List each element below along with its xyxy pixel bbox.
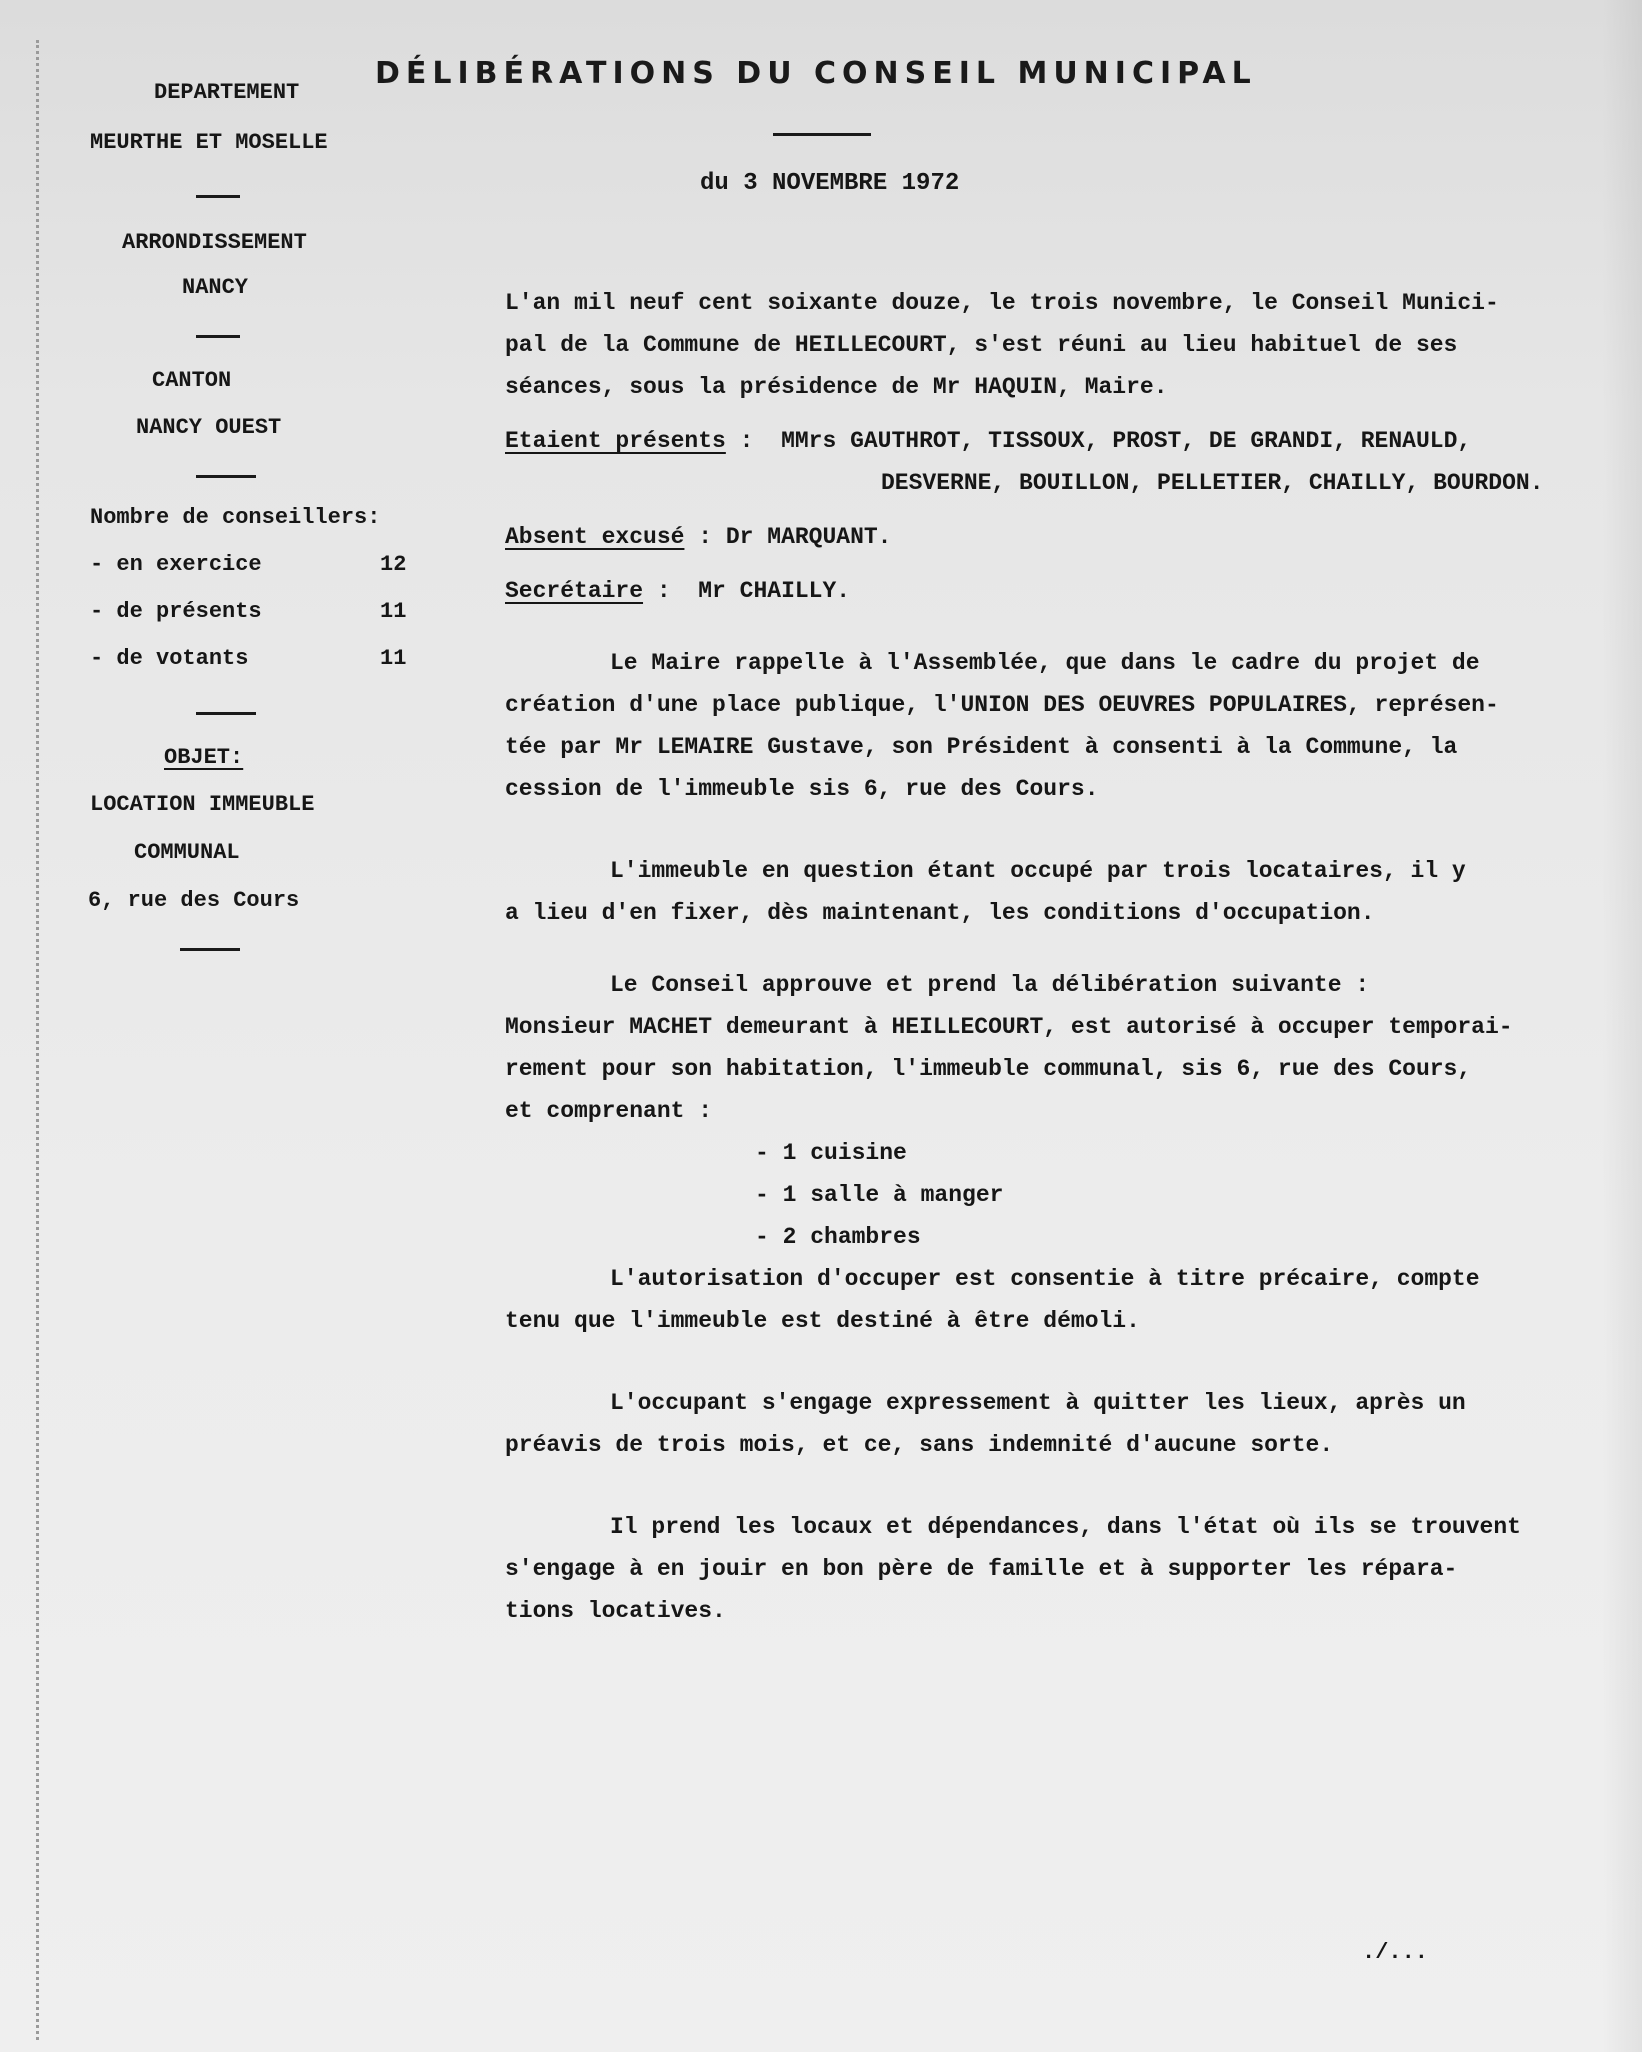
para4-line: tenu que l'immeuble est destiné à être démoli. — [505, 1308, 1140, 1334]
intro-line: L'an mil neuf cent soixante douze, le trois novembre, le Conseil Munici- — [505, 290, 1499, 316]
objet-line: LOCATION IMMEUBLE — [90, 792, 315, 817]
para6-line: Il prend les locaux et dépendances, dans l'état où ils se trouvent — [610, 1514, 1521, 1540]
count-label: - en exercice — [90, 552, 262, 577]
canton-label: CANTON — [152, 368, 232, 393]
room-item: - 1 cuisine — [755, 1140, 907, 1166]
count-label: - de votants — [90, 646, 249, 671]
objet-line: 6, rue des Cours — [88, 888, 300, 913]
title-divider — [773, 133, 871, 136]
count-row — [90, 646, 410, 671]
secretaire-label: Secrétaire — [505, 578, 644, 604]
counts-title: Nombre de conseillers: — [90, 505, 381, 530]
room-item: - 2 chambres — [755, 1224, 921, 1250]
sidebar-divider — [196, 712, 256, 715]
count-label: - de présents — [90, 599, 262, 624]
para6-line: s'engage à en jouir en bon père de famille et à supporter les répara- — [505, 1556, 1458, 1582]
secretaire-value: Mr CHAILLY. — [698, 578, 851, 604]
presents-names: MMrs GAUTHROT, TISSOUX, PROST, DE GRANDI, RENAULD, — [781, 428, 1472, 454]
canton-value: NANCY OUEST — [136, 415, 282, 440]
document-body — [505, 282, 1585, 1632]
intro-line: séances, sous la présidence de Mr HAQUIN, Maire. — [505, 374, 1168, 400]
para3-line: Le Conseil approuve et prend la délibération suivante : — [610, 972, 1370, 998]
para3-line: rement pour son habitation, l'immeuble communal, sis 6, rue des Cours, — [505, 1056, 1472, 1082]
secretaire-line: Secrétaire : Mr CHAILLY. — [505, 578, 851, 604]
absent-line: Absent excusé : Dr MARQUANT. — [505, 524, 892, 550]
para3-line: Monsieur MACHET demeurant à HEILLECOURT, est autorisé à occuper temporai- — [505, 1014, 1513, 1040]
para1-line: création d'une place publique, l'UNION DES OEUVRES POPULAIRES, représen- — [505, 692, 1499, 718]
room-item: - 1 salle à manger — [755, 1182, 1004, 1208]
departement-value: MEURTHE ET MOSELLE — [90, 130, 328, 155]
para5-line: préavis de trois mois, et ce, sans indemnité d'aucune sorte. — [505, 1432, 1334, 1458]
para1-line: cession de l'immeuble sis 6, rue des Cours. — [505, 776, 1099, 802]
presents-label: Etaient présents — [505, 428, 726, 454]
objet-line: COMMUNAL — [134, 840, 240, 865]
arrondissement-value: NANCY — [182, 275, 249, 300]
sidebar-divider — [196, 475, 256, 478]
para3-line: et comprenant : — [505, 1098, 713, 1124]
para1-line: tée par Mr LEMAIRE Gustave, son Président à consenti à la Commune, la — [505, 734, 1458, 760]
para5-line: L'occupant s'engage expressement à quitter les lieux, après un — [610, 1390, 1466, 1416]
count-row — [90, 599, 410, 624]
objet-label: OBJET: — [164, 745, 244, 770]
continuation-mark: ./... — [1362, 1940, 1429, 1965]
count-value: 11 — [380, 599, 407, 624]
intro-line: pal de la Commune de HEILLECOURT, s'est réuni au lieu habituel de ses — [505, 332, 1458, 358]
count-value: 12 — [380, 552, 407, 577]
para1-line: Le Maire rappelle à l'Assemblée, que dans le cadre du projet de — [610, 650, 1480, 676]
presents-line: Etaient présents : MMrs GAUTHROT, TISSOUX, PROST, DE GRANDI, RENAULD, — [505, 428, 1472, 454]
absent-label: Absent excusé — [505, 524, 685, 550]
sidebar-divider — [180, 948, 240, 951]
arrondissement-label: ARRONDISSEMENT — [122, 230, 307, 255]
document-title: DÉLIBÉRATIONS DU CONSEIL MUNICIPAL — [375, 56, 1257, 91]
perforated-paper-edge — [36, 40, 53, 2040]
absent-value: Dr MARQUANT. — [725, 524, 892, 550]
sidebar-divider — [196, 335, 240, 338]
count-value: 11 — [380, 646, 407, 671]
para2-line: a lieu d'en fixer, dès maintenant, les conditions d'occupation. — [505, 900, 1375, 926]
document-date: du 3 NOVEMBRE 1972 — [700, 170, 960, 197]
sidebar-divider — [196, 195, 240, 198]
presents-names-cont: DESVERNE, BOUILLON, PELLETIER, CHAILLY, BOURDON. — [881, 470, 1544, 496]
departement-label: DEPARTEMENT — [154, 80, 300, 105]
count-row — [90, 552, 410, 577]
para4-line: L'autorisation d'occuper est consentie à titre précaire, compte — [610, 1266, 1480, 1292]
page-shadow — [1602, 0, 1642, 2052]
para6-line: tions locatives. — [505, 1598, 726, 1624]
para2-line: L'immeuble en question étant occupé par trois locataires, il y — [610, 858, 1466, 884]
